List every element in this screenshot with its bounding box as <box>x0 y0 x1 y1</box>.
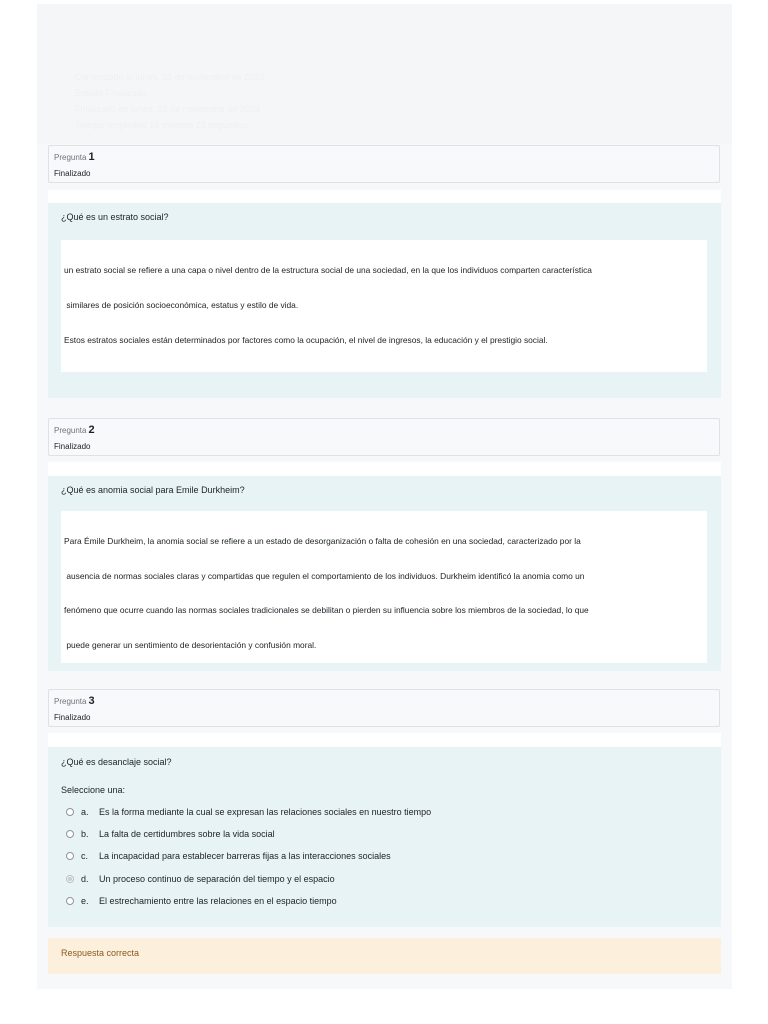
option-letter: a. <box>81 807 89 817</box>
answer-line: fenómeno que ocurre cuando las normas sociales tradicionales se debilitan o pierden su influencia sobre los miembros de la sociedad, lo que <box>64 605 589 615</box>
option-letter: d. <box>81 874 89 884</box>
essay-answer <box>61 511 707 663</box>
summary-line: Finalizado en lunes, 13 de noviembre de 2023 <box>75 104 260 114</box>
option-letter: e. <box>81 896 89 906</box>
radio-button[interactable] <box>66 830 74 838</box>
summary-line: Estado Finalizado <box>75 88 147 98</box>
answer-line <box>64 370 704 372</box>
answer-option-c[interactable] <box>66 849 391 863</box>
summary-line: Tiempo empleado 16 minutos 28 segundos <box>75 120 248 130</box>
question-number-value: 3 <box>88 695 95 707</box>
question-number <box>54 695 95 707</box>
essay-answer <box>61 240 707 372</box>
divider <box>48 190 721 203</box>
question-number <box>54 424 95 436</box>
radio-button[interactable] <box>66 897 74 905</box>
option-label: La falta de certidumbres sobre la vida social <box>99 829 275 839</box>
option-letter: b. <box>81 829 89 839</box>
question-info <box>48 418 720 456</box>
divider <box>48 462 721 476</box>
answer-line: ausencia de normas sociales claras y compartidas que regulen el comportamiento de los individuos. Durkheim identificó la anomia como un <box>64 570 585 581</box>
answer-option-a[interactable] <box>66 805 431 819</box>
radio-button[interactable] <box>66 852 74 860</box>
question-state: Finalizado <box>54 442 91 451</box>
question-label: Pregunta <box>54 697 87 706</box>
divider <box>48 733 721 747</box>
question-number-value: 1 <box>88 151 95 163</box>
option-label: El estrechamiento entre las relaciones en el espacio tiempo <box>99 896 337 906</box>
question-label: Pregunta <box>54 153 87 162</box>
question-text: ¿Qué es desanclaje social? <box>61 757 172 767</box>
question-number-value: 2 <box>88 424 95 436</box>
answer-line: puede generar un sentimiento de desorientación y confusión moral. <box>64 639 317 650</box>
answer-option-e[interactable] <box>66 894 337 908</box>
answer-line: Estos estratos sociales están determinados por factores como la ocupación, el nivel de ingresos, la educación y el prestigio social. <box>64 334 548 345</box>
feedback-text: Respuesta correcta <box>61 948 140 958</box>
answer-line: similares de posición socioeconómica, estatus y estilo de vida. <box>64 299 299 310</box>
question-number <box>54 151 95 163</box>
answer-option-b[interactable] <box>66 827 275 841</box>
question-label: Pregunta <box>54 426 87 435</box>
answer-line: Para Émile Durkheim, la anomia social se refiere a un estado de desorganización o falta de cohesión en una sociedad, caracterizado por la <box>64 536 581 546</box>
radio-button-selected[interactable] <box>66 875 74 883</box>
option-label: La incapacidad para establecer barreras fijas a las interacciones sociales <box>99 851 391 861</box>
answer-option-d[interactable] <box>66 872 335 886</box>
answer-line: un estrato social se refiere a una capa o nivel dentro de la estructura social de una sociedad, en la que los individuos comparten característica <box>64 265 592 276</box>
summary-line: Comenzado el lunes, 13 de noviembre de 2023 <box>75 72 265 82</box>
select-prompt: Seleccione una: <box>61 785 126 795</box>
question-state: Finalizado <box>54 713 91 722</box>
question-text: ¿Qué es un estrato social? <box>61 212 169 222</box>
question-state: Finalizado <box>54 169 91 178</box>
radio-button[interactable] <box>66 808 74 816</box>
question-info <box>48 145 720 183</box>
question-text: ¿Qué es anomia social para Emile Durkheim? <box>61 485 245 495</box>
attempt-summary <box>37 4 732 144</box>
option-label: Un proceso continuo de separación del tiempo y el espacio <box>99 874 335 884</box>
option-label: Es la forma mediante la cual se expresan las relaciones sociales en nuestro tiempo <box>99 807 432 817</box>
question-info <box>48 689 720 727</box>
feedback-box <box>48 938 721 974</box>
option-letter: c. <box>81 851 89 861</box>
